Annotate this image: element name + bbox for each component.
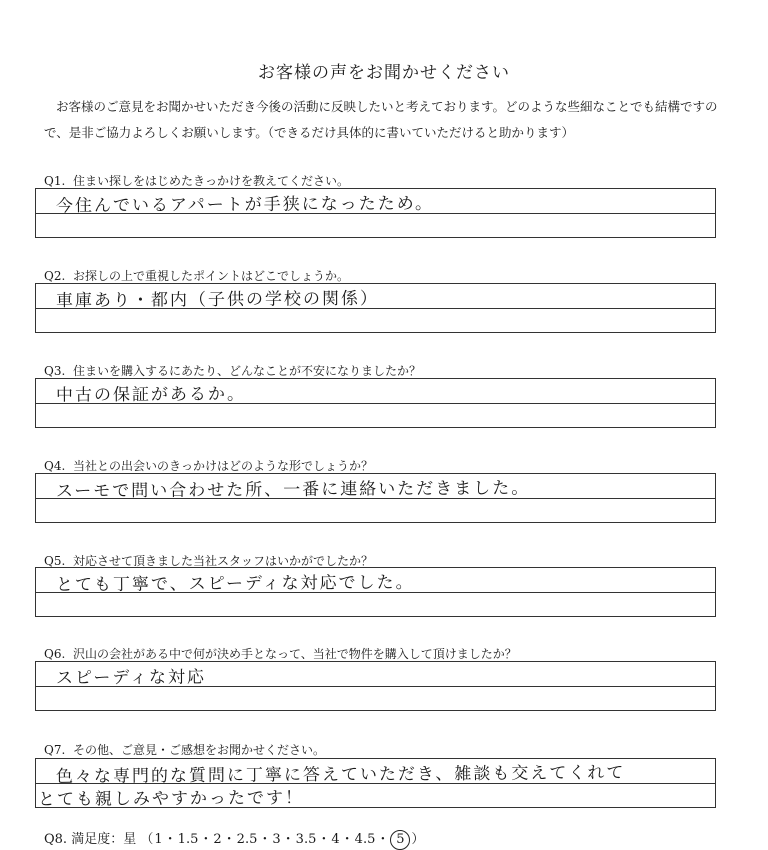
answer-box-5 bbox=[35, 567, 716, 617]
rating-option-selected: 5 bbox=[390, 830, 410, 850]
answer-box-2 bbox=[35, 283, 716, 333]
rating-option: 1.5 bbox=[177, 832, 199, 847]
question-text: 住まい探しをはじめたきっかけを教えてください。 bbox=[72, 174, 349, 188]
question-3 bbox=[44, 362, 734, 379]
form-intro: お客様のご意見をお聞かせいただき今後の活動に反映したいと考えております。どのような些細なことでも結構ですので、是非ご協力よろしくお願いします。（できるだけ具体的に書いていただけると助かります） bbox=[44, 99, 718, 140]
question-text: お探しの上で重視したポイントはどこでしょうか。 bbox=[72, 269, 349, 283]
question-text: 住まいを購入するにあたり、どんなことが不安になりましたか？ bbox=[72, 364, 421, 378]
answer-box-1 bbox=[35, 188, 716, 238]
rating-separator: ・ bbox=[222, 832, 236, 847]
question-number: Q2. bbox=[44, 269, 66, 283]
rating-option: 1 bbox=[154, 832, 163, 847]
question-4 bbox=[44, 457, 734, 474]
question-text: 沢山の会社がある中で何が決め手となって、当社で物件を購入して頂けましたか？ bbox=[72, 647, 517, 661]
rating-option: 3 bbox=[272, 832, 281, 847]
question-text: その他、ご意見・ご感想をお聞かせください。 bbox=[72, 743, 325, 757]
rating-option: 4.5 bbox=[354, 832, 376, 847]
question-number: Q7. bbox=[44, 743, 66, 757]
answer-box-4 bbox=[35, 473, 716, 523]
question-number: Q5. bbox=[44, 554, 66, 568]
rating-option: 2.5 bbox=[236, 832, 258, 847]
rating-option: 4 bbox=[331, 832, 340, 847]
rating-option: 2 bbox=[213, 832, 222, 847]
rating-separator: ・ bbox=[376, 832, 390, 847]
handwritten-answer: スピーディな対応 bbox=[55, 667, 207, 689]
question-7 bbox=[44, 741, 734, 758]
rating-separator: ・ bbox=[258, 832, 272, 847]
question-number: Q1. bbox=[44, 174, 66, 188]
handwritten-answer: 車庫あり・都内（子供の学校の関係） bbox=[55, 288, 380, 312]
question-number: Q4. bbox=[44, 459, 66, 473]
handwritten-answer: 中古の保証があるか。 bbox=[55, 384, 247, 406]
rating-separator: ・ bbox=[340, 832, 354, 847]
question-1 bbox=[44, 172, 734, 189]
rating-option: 3.5 bbox=[295, 832, 317, 847]
question-text: 当社との出会いのきっかけはどのような形でしょうか？ bbox=[72, 459, 373, 473]
satisfaction-rating: Q8. 満足度：星 （1・1.5・2・2.5・3・3.5・4・4.5・ 5 ） bbox=[44, 828, 424, 850]
rating-separator: ・ bbox=[317, 832, 331, 847]
question-2 bbox=[44, 267, 734, 284]
rating-number: Q8. bbox=[44, 832, 68, 847]
handwritten-answer: 色々な専門的な質問に丁寧に答えていただき、雑談も交えてくれて bbox=[55, 763, 626, 787]
question-number: Q3. bbox=[44, 364, 66, 378]
rating-separator: ・ bbox=[281, 832, 295, 847]
question-6 bbox=[44, 645, 734, 662]
question-text: 対応させて頂きました当社スタッフはいかがでしたか？ bbox=[72, 554, 373, 568]
answer-box-6 bbox=[35, 661, 716, 711]
answer-box-3 bbox=[35, 378, 716, 428]
rating-separator: ・ bbox=[199, 832, 213, 847]
handwritten-answer: スーモで問い合わせた所、一番に連絡いただきました。 bbox=[55, 478, 531, 502]
handwritten-answer: 今住んでいるアパートが手狭になったため。 bbox=[55, 193, 435, 217]
answer-box-7 bbox=[35, 758, 716, 808]
form-title: お客様の声をお聞かせください bbox=[258, 63, 510, 83]
handwritten-answer: とても丁寧で、スピーディな対応でした。 bbox=[55, 572, 415, 596]
rating-label: 満足度：星 bbox=[71, 832, 137, 847]
handwritten-answer-line-2: とても親しみやすかったです！ bbox=[37, 788, 305, 810]
question-number: Q6. bbox=[44, 647, 66, 661]
rating-separator: ・ bbox=[163, 832, 177, 847]
